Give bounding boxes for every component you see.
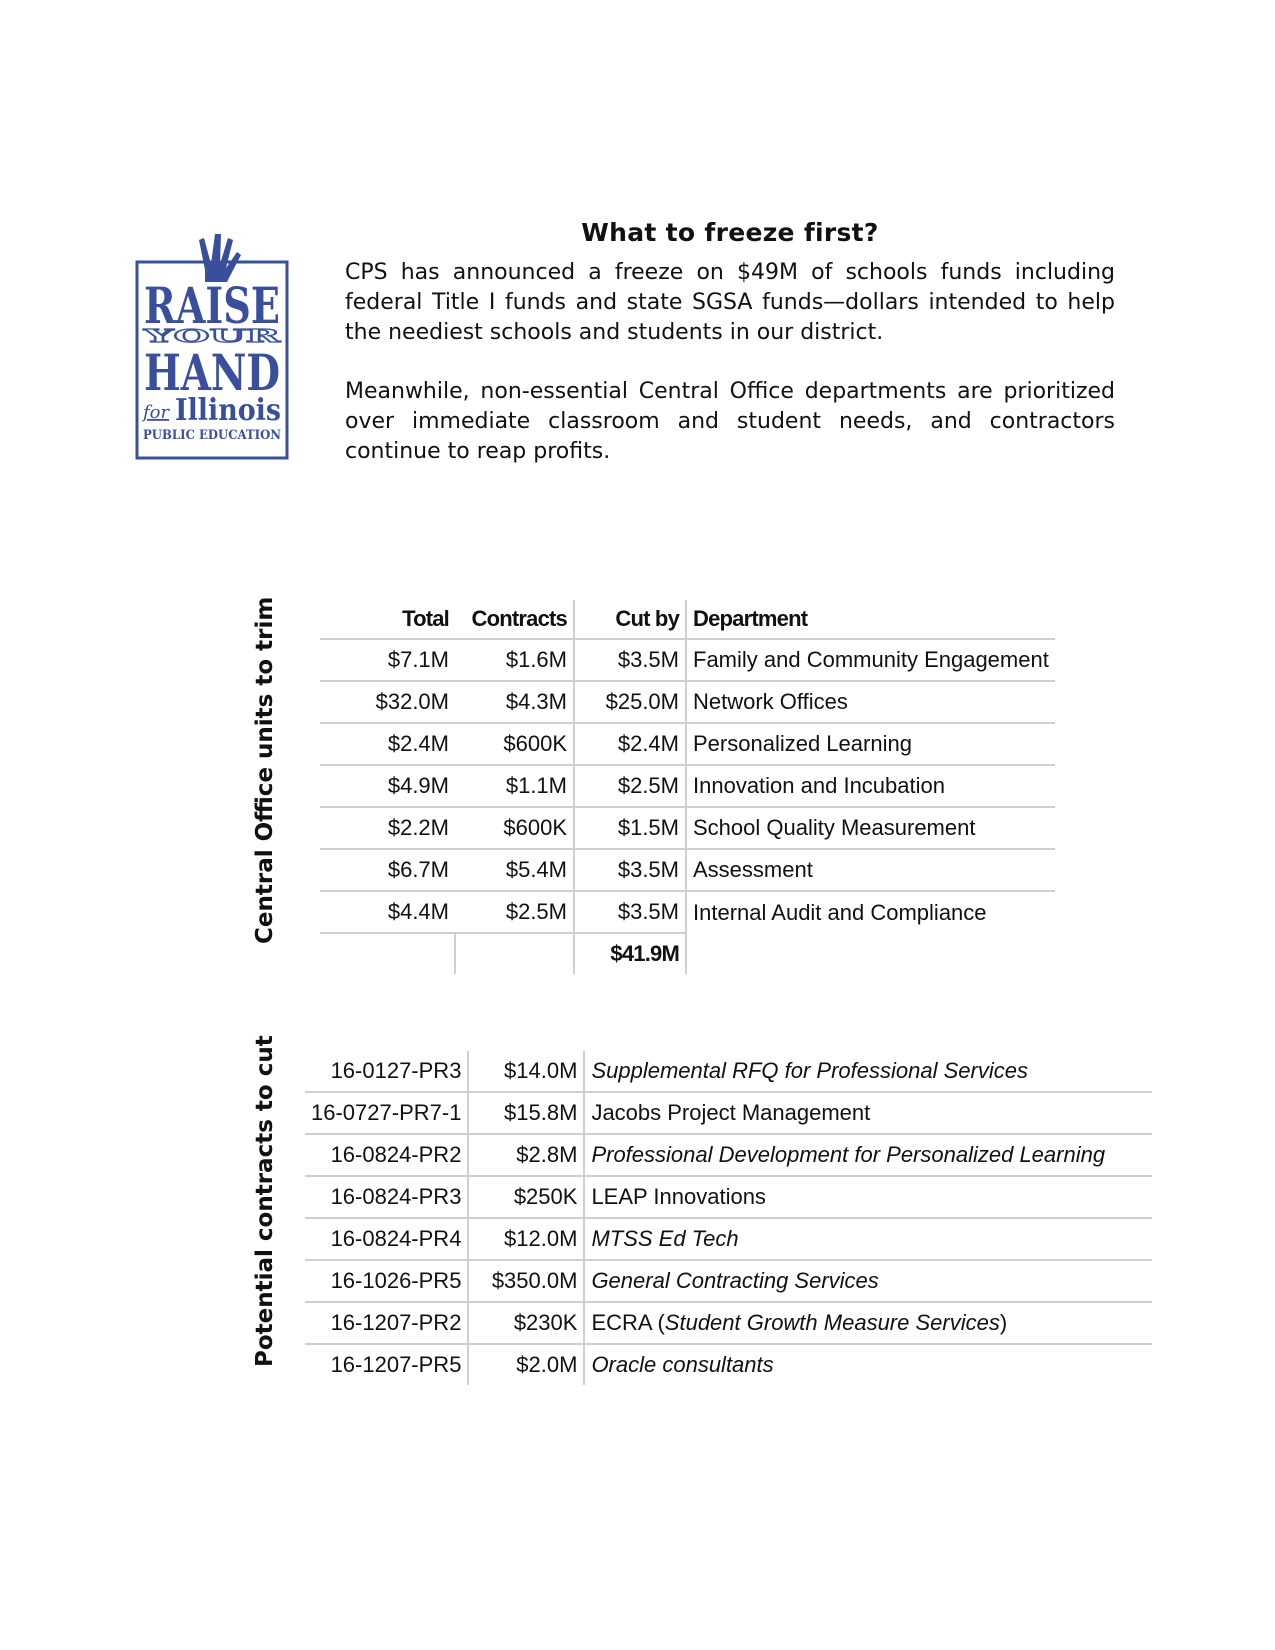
total-cell: $2.2M xyxy=(320,807,455,849)
department-cell: Personalized Learning xyxy=(686,723,1055,765)
empty-cell xyxy=(455,933,574,974)
table-row xyxy=(320,723,1055,765)
department-cell: Innovation and Incubation xyxy=(686,765,1055,807)
empty-cell xyxy=(320,933,455,974)
contract-id: 16-0127-PR3 xyxy=(305,1051,468,1092)
contract-amount: $12.0M xyxy=(468,1218,584,1260)
header-total: Total xyxy=(320,600,455,639)
table-row xyxy=(305,1092,1152,1134)
contracts-cell: $600K xyxy=(455,807,574,849)
contract-name: Oracle consultants xyxy=(584,1344,1152,1385)
contract-amount: $250K xyxy=(468,1176,584,1218)
total-row xyxy=(320,933,1055,974)
contract-id: 16-0824-PR4 xyxy=(305,1218,468,1260)
department-cell: Family and Community Engagement xyxy=(686,639,1055,681)
cut-cell: $3.5M xyxy=(574,639,686,681)
svg-text:HAND: HAND xyxy=(144,343,280,402)
contract-name: LEAP Innovations xyxy=(584,1176,1152,1218)
svg-text:for: for xyxy=(143,402,170,423)
contract-id: 16-1207-PR5 xyxy=(305,1344,468,1385)
header-cut-by: Cut by xyxy=(574,600,686,639)
table-row xyxy=(305,1176,1152,1218)
contract-amount: $350.0M xyxy=(468,1260,584,1302)
contracts-cell: $2.5M xyxy=(455,891,574,933)
hand-icon xyxy=(199,234,241,282)
contracts-cell: $600K xyxy=(455,723,574,765)
table-row xyxy=(320,765,1055,807)
contracts-cell: $4.3M xyxy=(455,681,574,723)
cut-cell: $2.5M xyxy=(574,765,686,807)
contract-id: 16-1026-PR5 xyxy=(305,1260,468,1302)
total-cell: $32.0M xyxy=(320,681,455,723)
svg-text:PUBLIC EDUCATION: PUBLIC EDUCATION xyxy=(143,428,282,443)
contracts-cell: $1.1M xyxy=(455,765,574,807)
contracts-section-label: Potential contracts to cut xyxy=(252,1035,278,1367)
cut-cell: $3.5M xyxy=(574,891,686,933)
contract-name: MTSS Ed Tech xyxy=(584,1218,1152,1260)
contract-amount: $230K xyxy=(468,1302,584,1344)
table-row xyxy=(305,1344,1152,1385)
table-row xyxy=(320,807,1055,849)
cut-cell: $2.4M xyxy=(574,723,686,765)
contract-amount: $15.8M xyxy=(468,1092,584,1134)
empty-cell xyxy=(686,933,1055,974)
svg-text:Illinois: Illinois xyxy=(175,393,281,428)
department-cell: Network Offices xyxy=(686,681,1055,723)
table-row xyxy=(320,639,1055,681)
contract-id: 16-0727-PR7-1 xyxy=(305,1092,468,1134)
contract-name: Supplemental RFQ for Professional Services xyxy=(591,1058,1028,1083)
table-row xyxy=(305,1260,1152,1302)
intro-paragraph: CPS has announced a freeze on $49M of schools funds including federal Title I funds and state SGSA funds—dollars intended to help the neediest schools and students in our district. xyxy=(345,260,1115,345)
second-paragraph: Meanwhile, non-essential Central Office departments are prioritized over immediate classroom and student needs, and contractors continue to reap profits. xyxy=(345,379,1115,464)
table-row xyxy=(305,1051,1152,1092)
contract-name-italic: Student Growth Measure Services xyxy=(664,1310,1000,1335)
contract-name: General Contracting Services xyxy=(584,1260,1152,1302)
contract-amount: $14.0M xyxy=(468,1051,584,1092)
table-row xyxy=(320,681,1055,723)
department-cell: Assessment xyxy=(686,849,1055,891)
contract-amount: $2.8M xyxy=(468,1134,584,1176)
page-title: What to freeze first? xyxy=(581,218,879,247)
units-section-label: Central Office units to trim xyxy=(252,596,278,944)
contract-name-suffix: ) xyxy=(999,1310,1008,1335)
header-department: Department xyxy=(686,600,1055,639)
svg-text:YOUR: YOUR xyxy=(141,326,283,347)
table-row xyxy=(305,1302,1152,1344)
cut-cell: $3.5M xyxy=(574,849,686,891)
contract-name xyxy=(584,1302,1152,1344)
total-cell: $2.4M xyxy=(320,723,455,765)
cut-total: $41.9M xyxy=(574,933,686,974)
table-row xyxy=(305,1134,1152,1176)
contract-amount: $2.0M xyxy=(468,1344,584,1385)
cut-cell: $25.0M xyxy=(574,681,686,723)
contract-id: 16-1207-PR2 xyxy=(305,1302,468,1344)
contract-name: Jacobs Project Management xyxy=(584,1092,1152,1134)
contracts-cell: $5.4M xyxy=(455,849,574,891)
cut-cell: $1.5M xyxy=(574,807,686,849)
contracts-table xyxy=(305,1051,1152,1385)
contract-name: Professional Development for Personalized Learning xyxy=(584,1134,1152,1176)
table-row xyxy=(320,891,1055,933)
header-contracts: Contracts xyxy=(455,600,574,639)
total-cell: $4.4M xyxy=(320,891,455,933)
units-table-header xyxy=(320,600,1055,639)
raise-your-hand-logo xyxy=(135,232,289,460)
contract-id: 16-0824-PR3 xyxy=(305,1176,468,1218)
total-cell: $6.7M xyxy=(320,849,455,891)
department-cell: School Quality Measurement xyxy=(686,807,1055,849)
total-cell: $4.9M xyxy=(320,765,455,807)
contracts-cell: $1.6M xyxy=(455,639,574,681)
table-row xyxy=(320,849,1055,891)
department-cell: Internal Audit and Compliance xyxy=(686,891,1055,933)
units-table xyxy=(320,600,1055,974)
table-row xyxy=(305,1218,1152,1260)
total-cell: $7.1M xyxy=(320,639,455,681)
contract-id: 16-0824-PR2 xyxy=(305,1134,468,1176)
svg-text:RAISE: RAISE xyxy=(144,276,280,335)
contract-name-prefix: ECRA ( xyxy=(591,1310,665,1335)
